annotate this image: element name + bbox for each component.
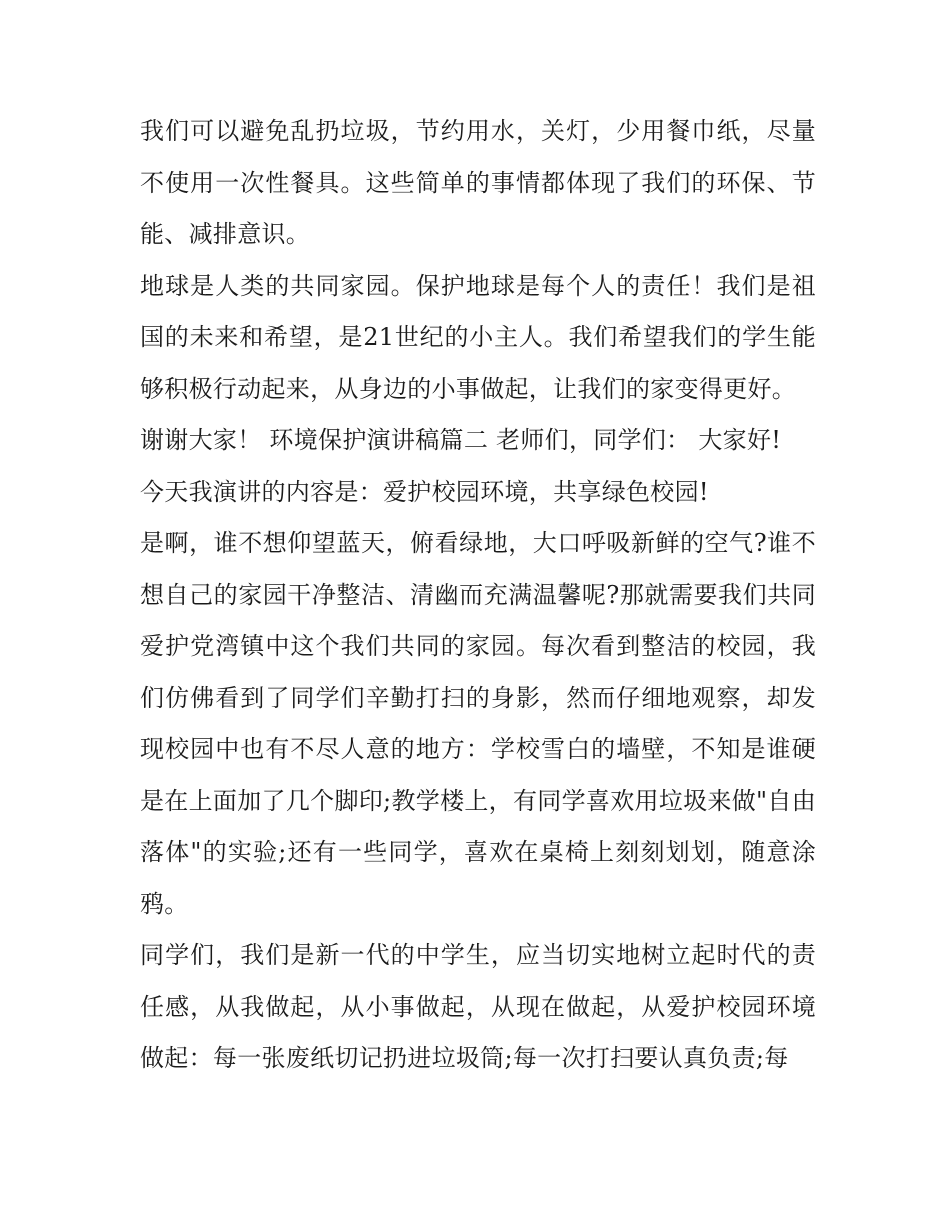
- document-body: [140, 106, 816, 1085]
- paragraph-environmental-habits: 我们可以避免乱扔垃圾，节约用水，关灯，少用餐巾纸，尽量不使用一次性餐具。这些简单的事情都体现了我们的环保、节能、减排意识。: [140, 117, 816, 248]
- paragraph-campus-observation: 是啊，谁不想仰望蓝天，俯看绿地，大口呼吸新鲜的空气?谁不想自己的家园干净整洁、清幽而充满温馨呢?那就需要我们共同爱护党湾镇中这个我们共同的家园。每次看到整洁的校园，我们仿佛看到了同学们辛勤打扫的身影，然而仔细地观察，却发现校园中也有不尽人意的地方：学校雪白的墙壁，不知是谁硬是在上面加了几个脚印;教学楼上，有同学喜欢用垃圾来做"自由落体"的实验;还有一些同学，喜欢在桌椅上刻刻划划，随意涂鸦。: [140, 529, 816, 918]
- paragraph-protect-earth: 地球是人类的共同家园。保护地球是每个人的责任！我们是祖国的未来和希望，是21世纪的小主人。我们希望我们的学生能够积极行动起来，从身边的小事做起，让我们的家变得更好。: [140, 271, 816, 403]
- paragraph-speech-topic: 今天我演讲的内容是：爱护校园环境，共享绿色校园!: [140, 477, 709, 506]
- paragraph-call-to-action: 同学们，我们是新一代的中学生，应当切实地树立起时代的责任感，从我做起，从小事做起，从现在做起，从爱护校园环境做起：每一张废纸切记扔进垃圾筒;每一次打扫要认真负责;每: [140, 941, 816, 1072]
- paragraph-speech-heading: 谢谢大家！ 环境保护演讲稿篇二 老师们，同学们： 大家好!: [140, 426, 782, 454]
